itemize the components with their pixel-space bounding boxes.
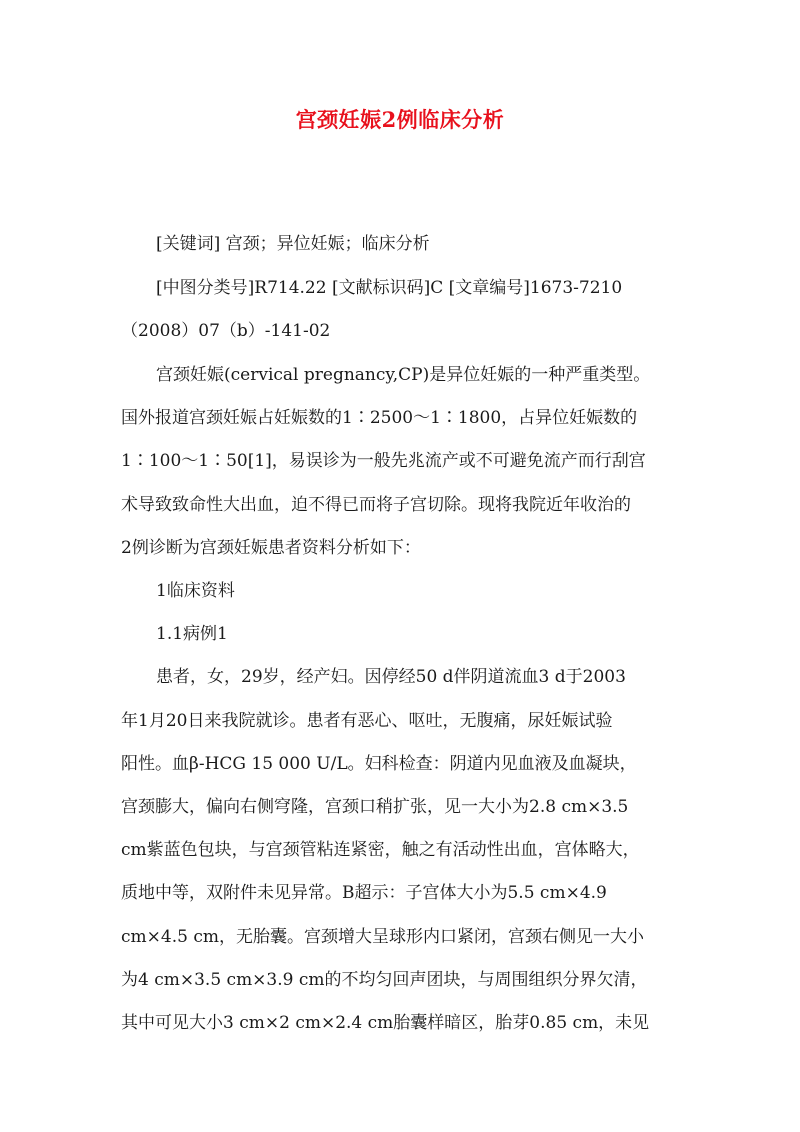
body-line: 为4 cm×3.5 cm×3.9 cm的不均匀回声团块，与周围组织分界欠清，: [121, 970, 648, 990]
body-line: 宫颈膨大，偏向右侧穹隆，宫颈口稍扩张，见一大小为2.8 cm×3.5: [121, 797, 629, 817]
body-line: 年1月20日来我院就诊。患者有恶心、呕吐，无腹痛，尿妊娠试验: [121, 711, 613, 731]
body-line: 患者，女，29岁，经产妇。因停经50 d伴阴道流血3 d于2003: [156, 667, 626, 687]
document-title: 宫颈妊娠2例临床分析: [295, 107, 505, 132]
body-line: 阳性。血β-HCG 15 000 U/L。妇科检查：阴道内见血液及血凝块，: [121, 754, 637, 774]
body-line: 质地中等，双附件未见异常。B超示：子宫体大小为5.5 cm×4.9: [121, 883, 607, 903]
body-line: 国外报道宫颈妊娠占妊娠数的1∶2500～1∶1800，占异位妊娠数的: [121, 408, 638, 428]
body-line: 术导致致命性大出血，迫不得已而将子宫切除。现将我院近年收治的: [121, 495, 631, 515]
body-line: cm×4.5 cm，无胎囊。宫颈增大呈球形内口紧闭，宫颈右侧见一大小: [121, 927, 644, 947]
classification-line: [中图分类号]R714.22 [文献标识码]C [文章编号]1673-7210: [156, 278, 623, 298]
classification-line-cont: （2008）07（b）-141-02: [121, 321, 331, 341]
subsection-heading: 1.1病例1: [156, 624, 228, 644]
body-line: 宫颈妊娠(cervical pregnancy,CP)是异位妊娠的一种严重类型。: [156, 365, 651, 385]
body-line: 2例诊断为宫颈妊娠患者资料分析如下：: [121, 538, 421, 558]
body-line: cm紫蓝色包块，与宫颈管粘连紧密，触之有活动性出血，宫体略大，: [121, 840, 640, 860]
section-heading: 1临床资料: [156, 581, 235, 601]
body-line: 其中可见大小3 cm×2 cm×2.4 cm胎囊样暗区，胎芽0.85 cm，未见: [121, 1013, 650, 1033]
body-line: 1∶100～1∶50[1]，易误诊为一般先兆流产或不可避免流产而行刮宫: [121, 451, 646, 471]
keywords-line: [关键词] 宫颈；异位妊娠；临床分析: [156, 234, 430, 254]
